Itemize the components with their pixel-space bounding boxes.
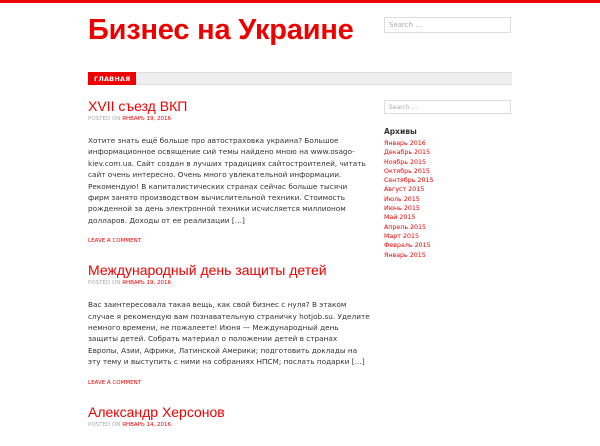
post-meta — [88, 116, 370, 122]
archive-link[interactable]: Июль 2015 — [384, 195, 420, 203]
leave-comment-link[interactable]: LEAVE A COMMENT — [88, 379, 142, 386]
post-meta-prefix: POSTED ON — [88, 280, 121, 287]
archive-link[interactable]: Декабрь 2015 — [384, 149, 431, 157]
post-excerpt: Вас заинтересовала такая вещь, как свой бизнес с нуля? В этаком случае я рекомендую вам познавательную страничку hotjob.su. Уделите немного времени, не пожалеете! Июня — Международный день защиты детей. Собрать материал о положении детей в странах Европы, Азии, Африки, Латинской Америки; подготовить доклады на эту тему и выступить с ними на собраниях НПСМ; послать подарки […] — [88, 300, 370, 367]
post-excerpt: Хотите знать ещё больше про автостраховка украина? Большое информационное освящение сий темы найдено мною на www.osago-kiev.com.ua. Сайт создан в лучших традициях сайтостроителей, читать сайт очень интересно. Очень много увлекательной информации. Рекомендую! В капиталистических странах сейчас больше тысячи фирм занято производством вычислительной техники. Стоимость рожденной за день электронной техники исчисляется миллионом долларов. Доходы от ее реализации […] — [88, 136, 366, 225]
top-accent-bar — [0, 0, 600, 3]
post — [88, 404, 370, 428]
sidebar-search-input[interactable]: Search … — [384, 100, 511, 114]
archive-link[interactable]: Ноябрь 2015 — [384, 158, 426, 166]
archive-link[interactable]: Апрель 2015 — [384, 223, 427, 231]
post-title[interactable]: Александр Херсонов — [88, 403, 225, 420]
post — [88, 98, 370, 244]
leave-comment-link[interactable]: LEAVE A COMMENT — [88, 238, 142, 245]
post-date-link[interactable]: ЯНВАРЬ 19, 2016 — [122, 116, 171, 122]
archive-link[interactable]: Январь 2016 — [384, 140, 426, 147]
post-date-link[interactable]: ЯНВАРЬ 19, 2016 — [122, 280, 171, 287]
post-title[interactable]: Международный день защиты детей — [88, 262, 327, 279]
archive-link[interactable]: Июнь 2015 — [384, 205, 420, 213]
archive-link[interactable]: Сентябрь 2015 — [384, 177, 434, 185]
post — [88, 262, 370, 385]
main-navigation — [88, 72, 512, 85]
archive-link[interactable]: Май 2015 — [384, 214, 416, 222]
archive-link[interactable]: Август 2015 — [384, 186, 425, 194]
archive-link[interactable]: Январь 2015 — [384, 251, 426, 259]
archive-link[interactable]: Февраль 2015 — [384, 242, 431, 250]
archives-widget-title: Архивы — [384, 127, 417, 136]
post-date-link[interactable]: ЯНВАРЬ 14, 2016 — [122, 421, 171, 428]
archive-link[interactable]: Март 2015 — [384, 232, 419, 240]
post-title[interactable]: XVII съезд ВКП — [88, 98, 188, 114]
main-content — [88, 98, 370, 446]
archive-link[interactable]: Октябрь 2015 — [384, 167, 430, 175]
post-meta-prefix: POSTED ON — [88, 116, 121, 122]
site-title[interactable]: Бизнес на Украине — [88, 14, 354, 46]
header-search-input[interactable]: Search … — [384, 17, 511, 33]
post-meta-prefix: POSTED ON — [88, 421, 121, 428]
post-meta — [88, 280, 370, 286]
sidebar — [384, 100, 511, 260]
nav-item-home[interactable]: ГЛАВНАЯ — [88, 72, 136, 85]
post-meta — [88, 422, 370, 428]
archives-list — [384, 139, 511, 260]
